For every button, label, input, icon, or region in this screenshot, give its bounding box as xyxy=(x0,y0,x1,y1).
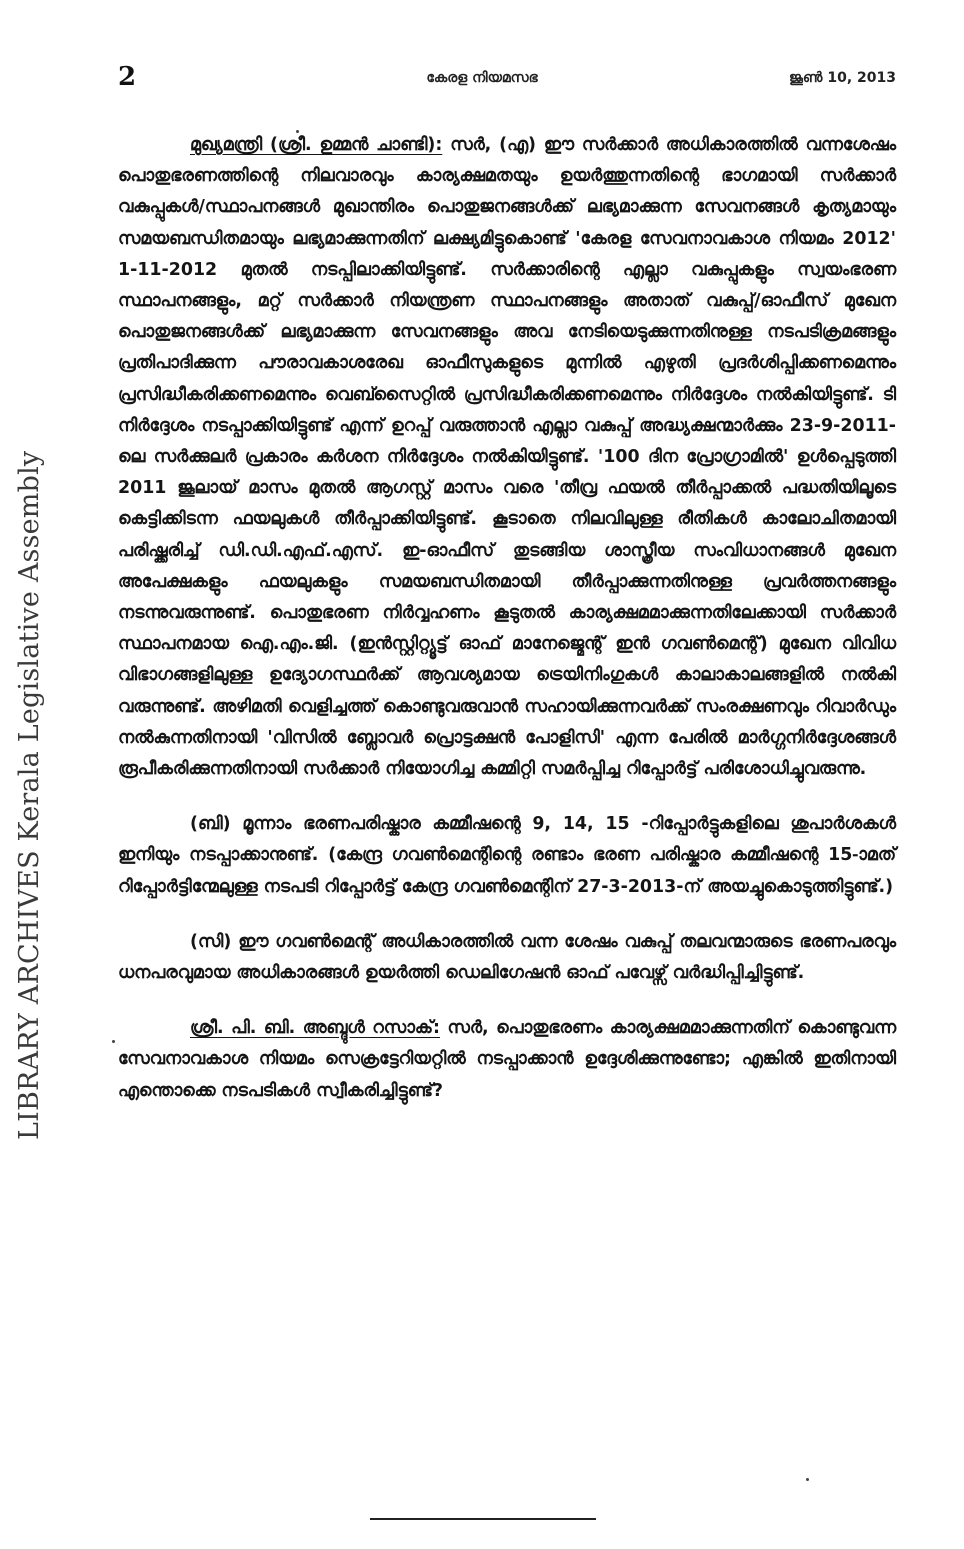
question-text: സർ, പൊതുഭരണം കാര്യക്ഷമമാക്കുന്നതിന് കൊണ്ടുവന്ന സേവനാവകാശ നിയമം സെക്രട്ടേറിയറ്റിൽ നടപ്പാക്കാൻ ഉദ്ദേശിക്കുന്നുണ്ടോ; എങ്കിൽ ഇതിനായി എന്തൊക്കെ നടപടികൾ സ്വീകരിച്ചിട്ടുണ്ട്? xyxy=(118,1018,896,1101)
document-body xyxy=(118,130,896,1107)
archive-watermark: LIBRARY ARCHIVES Kerala Legislative Assembly xyxy=(14,450,45,1140)
scan-speck xyxy=(806,1478,809,1481)
scan-speck xyxy=(296,130,299,133)
speaker-member: ശ്രീ. പി. ബി. അബ്ദുൾ റസാക്: xyxy=(190,1018,441,1039)
running-title: കേരള നിയമസഭ xyxy=(426,70,538,86)
header-date: ജൂൺ 10, 2013 xyxy=(789,70,896,86)
question-paragraph xyxy=(118,1013,896,1107)
answer-paragraph-a xyxy=(118,130,896,785)
answer-paragraph-b: (ബി) മൂന്നാം ഭരണപരിഷ്കാര കമ്മീഷന്റെ 9, 14, 15 -റിപ്പോർട്ടുകളിലെ ശുപാർശകൾ ഇനിയും നടപ്പാക്കാനുണ്ട്. (കേന്ദ്ര ഗവൺമെന്റിന്റെ രണ്ടാം ഭരണ പരിഷ്കാര കമ്മീഷന്റെ 15-ാമത് റിപ്പോർട്ടിന്മേലുള്ള നടപടി റിപ്പോർട്ട് കേന്ദ്ര ഗവൺമെന്റിന് 27-3-2013-ന് അയച്ചുകൊടുത്തിട്ടുണ്ട്.) xyxy=(118,814,896,897)
answer-text-a: സർ, (എ) ഈ സർക്കാർ അധികാരത്തിൽ വന്നശേഷം പൊതുഭരണത്തിന്റെ നിലവാരവും കാര്യക്ഷമതയും ഉയർത്തുന്നതിന്റെ ഭാഗമായി സർക്കാർ വകുപ്പുകൾ/സ്ഥാപനങ്ങൾ മുഖാന്തിരം പൊതുജനങ്ങൾക്ക് ലഭ്യമാക്കുന്ന സേവനങ്ങൾ കൃത്യമായും സമയബന്ധിതമായും ലഭ്യമാക്കുന്നതിന് ലക്ഷ്യമിട്ടുകൊണ്ട് 'കേരള സേവനാവകാശ നിയമം 2012' 1-11-2012 മുതൽ നടപ്പിലാക്കിയിട്ടുണ്ട്. സർക്കാരിന്റെ എല്ലാ വകുപ്പുകളും സ്വയംഭരണ സ്ഥാപനങ്ങളും, മറ്റ് സർക്കാർ നിയന്ത്രണ സ്ഥാപനങ്ങളും അതാത് വകുപ്പ്/ഓഫീസ് മുഖേന പൊതുജനങ്ങൾക്ക് ലഭ്യമാക്കുന്ന സേവനങ്ങളും അവ നേടിയെടുക്കുന്നതിനുള്ള നടപടിക്രമങ്ങളും പ്രതിപാദിക്കുന്ന പൗരാവകാശരേഖ ഓഫീസുകളുടെ മുന്നിൽ എഴുതി പ്രദർശിപ്പിക്കണമെന്നും പ്രസിദ്ധീകരിക്കണമെന്നും വെബ്സൈറ്റിൽ പ്രസിദ്ധീകരിക്കണമെന്നും നിർദ്ദേശം നൽകിയിട്ടുണ്ട്. ടി നിർദ്ദേശം നടപ്പാക്കിയിട്ടുണ്ട് എന്ന് ഉറപ്പ് വരുത്താൻ എല്ലാ വകുപ്പ് അദ്ധ്യക്ഷന്മാർക്കും 23-9-2011-ലെ സർക്കുലർ പ്രകാരം കർശന നിർദ്ദേശം നൽകിയിട്ടുണ്ട്. '100 ദിന പ്രോഗ്രാമിൽ' ഉൾപ്പെടുത്തി 2011 ജൂലായ് മാസം മുതൽ ആഗസ്റ്റ് മാസം വരെ 'തീവ്ര ഫയൽ തീർപ്പാക്കൽ പദ്ധതിയിലൂടെ കെട്ടിക്കിടന്ന ഫയലുകൾ തീർപ്പാക്കിയിട്ടുണ്ട്. കൂടാതെ നിലവിലുള്ള രീതികൾ കാലോചിതമായി പരിഷ്ക്കരിച്ച് ഡി.ഡി.എഫ്.എസ്. ഇ-ഓഫീസ് തുടങ്ങിയ ശാസ്ത്രീയ സംവിധാനങ്ങൾ മുഖേന അപേക്ഷകളും ഫയലുകളും സമയബന്ധിതമായി തീർപ്പാക്കുന്നതിനുള്ള പ്രവർത്തനങ്ങളും നടന്നുവരുന്നുണ്ട്. പൊതുഭരണ നിർവ്വഹണം കൂടുതൽ കാര്യക്ഷമമാക്കുന്നതിലേക്കായി സർക്കാർ സ്ഥാപനമായ ഐ.എം.ജി. (ഇൻസ്റ്റിറ്റ്യൂട്ട് ഓഫ് മാനേജ്മെന്റ് ഇൻ ഗവൺമെന്റ്) മുഖേന വിവിധ വിഭാഗങ്ങളിലുള്ള ഉദ്യോഗസ്ഥർക്ക് ആവശ്യമായ ട്രെയിനിംഗുകൾ കാലാകാലങ്ങളിൽ നൽകി വരുന്നുണ്ട്. അഴിമതി വെളിച്ചത്ത് കൊണ്ടുവരുവാൻ സഹായിക്കുന്നവർക്ക് സംരക്ഷണവും റിവാർഡും നൽകുന്നതിനായി 'വിസിൽ ബ്ലോവർ പ്രൊട്ടക്ഷൻ പോളിസി' എന്ന പേരിൽ മാർഗ്ഗനിർദ്ദേശങ്ങൾ രൂപീകരിക്കുന്നതിനായി സർക്കാർ നിയോഗിച്ച കമ്മിറ്റി സമർപ്പിച്ച റിപ്പോർട്ട് പരിശോധിച്ചുവരുന്നു. xyxy=(118,135,896,780)
scan-speck xyxy=(112,1040,115,1043)
page-number: 2 xyxy=(118,62,137,92)
footer-divider xyxy=(370,1518,596,1520)
answer-paragraph-c: (സി) ഈ ഗവൺമെന്റ് അധികാരത്തിൽ വന്ന ശേഷം വകുപ്പ് തലവന്മാരുടെ ഭരണപരവും ധനപരവുമായ അധികാരങ്ങൾ ഉയർത്തി ഡെലിഗേഷൻ ഓഫ് പവേഴ്സ് വർദ്ധിപ്പിച്ചിട്ടുണ്ട്. xyxy=(118,931,896,984)
speaker-chief-minister: മുഖ്യമന്ത്രി (ശ്രീ. ഉമ്മൻ ചാണ്ടി): xyxy=(190,135,443,155)
